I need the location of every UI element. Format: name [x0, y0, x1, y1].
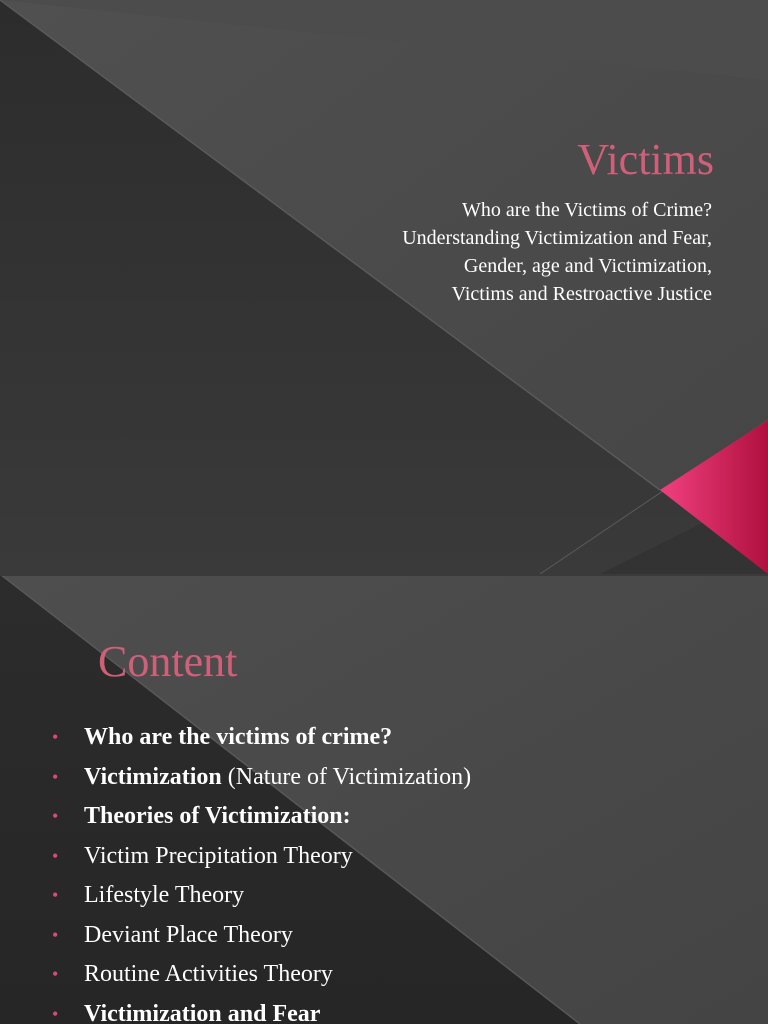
- item-bold-text: Who are the victims of crime?: [84, 724, 393, 750]
- item-bold-text: Victimization: [84, 763, 222, 790]
- subtitle-line: Gender, age and Victimization,: [463, 255, 712, 277]
- subtitle-line: Victims and Restroactive Justice: [451, 283, 712, 305]
- list-item: [0, 758, 471, 798]
- item-bold-text: Victimization and Fear: [84, 1000, 321, 1024]
- list-item: [0, 995, 471, 1024]
- content-list: [0, 718, 471, 1024]
- subtitle-line: Who are the Victims of Crime?: [461, 199, 712, 221]
- bullet-icon: •: [52, 766, 59, 787]
- bullet-icon: •: [52, 964, 59, 984]
- list-item: [0, 916, 471, 956]
- item-text: Lifestyle Theory: [84, 882, 245, 908]
- list-item: [0, 797, 471, 837]
- list-item: [0, 955, 471, 995]
- bullet-icon: •: [52, 727, 59, 747]
- bullet-icon: •: [52, 845, 59, 866]
- list-item: [0, 837, 471, 877]
- bullet-icon: •: [52, 885, 59, 905]
- list-item: [0, 876, 471, 916]
- item-text: Routine Activities Theory: [84, 961, 333, 987]
- item-text: Deviant Place Theory: [84, 921, 293, 948]
- content-slide: [0, 574, 768, 1024]
- slide-title: Victims: [577, 135, 714, 184]
- item-text: (Nature of Victimization): [221, 763, 472, 790]
- slide-subtitle: [402, 196, 712, 308]
- bullet-icon: •: [52, 924, 59, 945]
- list-item: [0, 718, 471, 758]
- item-bold-text: Theories of Victimization:: [84, 803, 351, 829]
- subtitle-line: Understanding Victimization and Fear,: [402, 227, 712, 249]
- item-text: Victim Precipitation Theory: [84, 842, 353, 869]
- bullet-icon: •: [52, 806, 59, 826]
- slide-title: Content: [98, 637, 238, 686]
- bullet-icon: •: [52, 1003, 59, 1024]
